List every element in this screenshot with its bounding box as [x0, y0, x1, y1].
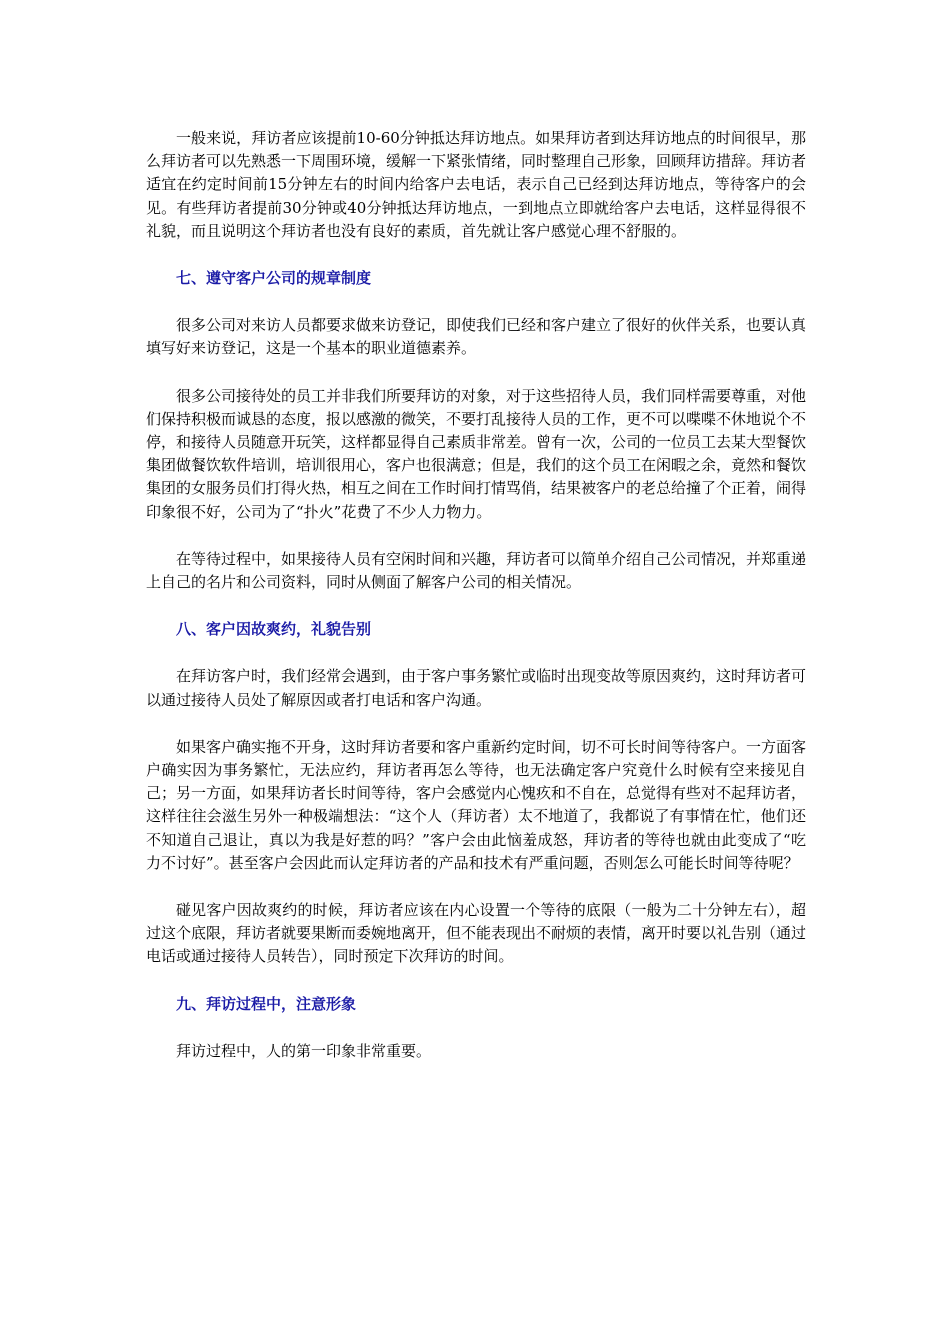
paragraph-client-no-show: 在拜访客户时，我们经常会遇到，由于客户事务繁忙或临时出现变故等原因爽约，这时拜访者可以通过接待人员处了解原因或者打电话和客户沟通。	[146, 667, 807, 709]
document-body	[146, 127, 806, 1063]
section-heading-8: 八、客户因故爽约，礼貌告别	[176, 620, 372, 639]
paragraph-waiting-process: 在等待过程中，如果接待人员有空闲时间和兴趣，拜访者可以简单介绍自己公司情况，并郑重递上自己的名片和公司资料，同时从侧面了解客户公司的相关情况。	[146, 549, 807, 592]
section-heading-9: 九、拜访过程中，注意形象	[176, 994, 357, 1013]
paragraph-reschedule: 如果客户确实拖不开身，这时拜访者要和客户重新约定时间，切不可长时间等待客户。一方面客户确实因为事务繁忙，无法应约，拜访者再怎么等待，也无法确定客户究竟什么时候有空来接见自己；另一方面，如果拜访者长时间等待，客户会感觉内心愧疚和不自在，总觉得有些对不起拜访者，这样往往会滋生另外一种极端想法：“这个人（拜访者）太不地道了，我都说了有事情在忙，他们还不知道自己退让，真以为我是好惹的吗？”客户会由此恼羞成怒，拜访者的等待也就由此变成了“吃力不讨好”。甚至客户会因此而认定拜访者的产品和技术有严重问题，否则怎么可能长时间等待呢？	[146, 737, 807, 872]
paragraph-arrival-timing: 一般来说，拜访者应该提前10-60分钟抵达拜访地点。如果拜访者到达拜访地点的时间很早，那么拜访者可以先熟悉一下周围环境，缓解一下紧张情绪，同时整理自己形象，回顾拜访措辞。拜访者适宜在约定时间前15分钟左右的时间内给客户去电话，表示自己已经到达拜访地点，等待客户的会见。有些拜访者提前30分钟或40分钟抵达拜访地点，一到地点立即就给客户去电话，这样显得很不礼貌，而且说明这个拜访者也没有良好的素质，首先就让客户感觉心理不舒服的。	[146, 129, 807, 240]
paragraph-reception-staff: 很多公司接待处的员工并非我们所要拜访的对象，对于这些招待人员，我们同样需要尊重，对他们保持积极而诚恳的态度，报以感激的微笑，不要打乱接待人员的工作，更不可以喋喋不休地说个不停，和接待人员随意开玩笑，这样都显得自己素质非常差。曾有一次，公司的一位员工去某大型餐饮集团做餐饮软件培训，培训很用心，客户也很满意；但是，我们的这个员工在闲暇之余，竟然和餐饮集团的女服务员们打得火热，相互之间在工作时间打情骂俏，结果被客户的老总给撞了个正着，闹得印象很不好，公司为了“扑火”花费了不少人力物力。	[146, 386, 807, 521]
paragraph-visitor-registration: 很多公司对来访人员都要求做来访登记，即使我们已经和客户建立了很好的伙伴关系，也要认真填写好来访登记，这是一个基本的职业道德素养。	[146, 316, 807, 358]
paragraph-waiting-limit: 碰见客户因故爽约的时候，拜访者应该在内心设置一个等待的底限（一般为二十分钟左右），超过这个底限，拜访者就要果断而委婉地离开，但不能表现出不耐烦的表情，离开时要以礼告别（通过电话或通过接待人员转告），同时预定下次拜访的时间。	[146, 901, 807, 966]
section-heading-7: 七、遵守客户公司的规章制度	[176, 269, 372, 288]
paragraph-first-impression: 拜访过程中，人的第一印象非常重要。	[176, 1041, 432, 1060]
